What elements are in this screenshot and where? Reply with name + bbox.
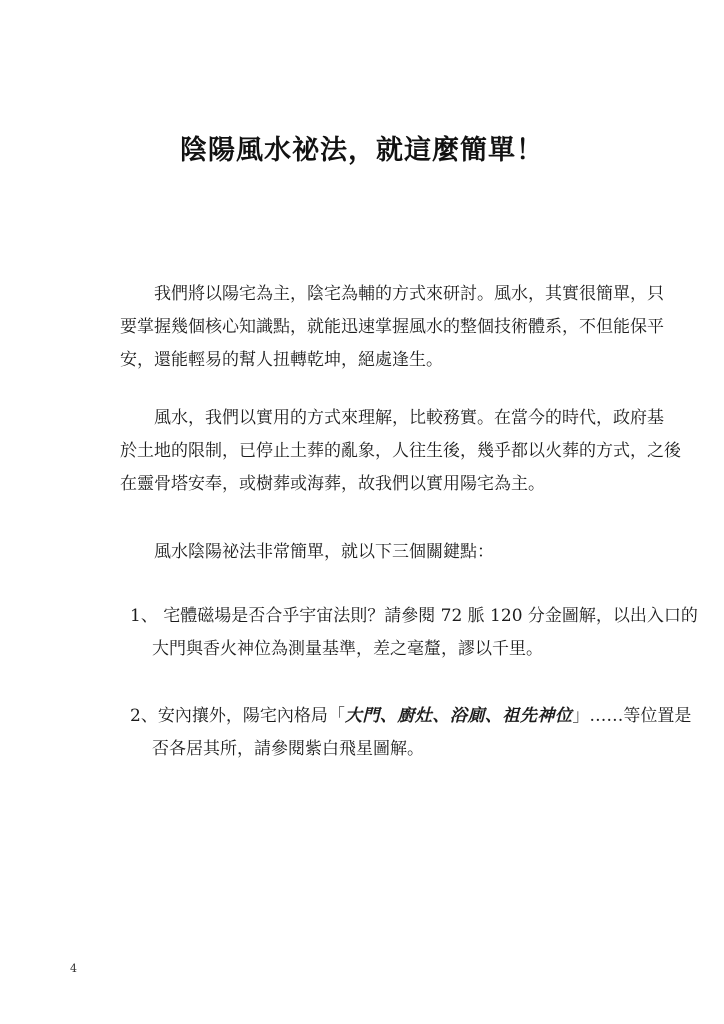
- list-item-2-line-1: [130, 706, 691, 726]
- paragraph-intro-line-3: 安，還能輕易的幫人扭轉乾坤，絕處逢生。: [120, 350, 443, 370]
- list-item-2-emphasis: 大門、廚灶、浴廁、祖先神位: [344, 706, 573, 726]
- list-item-1-line-2: 大門與香火神位為測量基準，差之毫釐，謬以千里。: [152, 639, 543, 659]
- list-item-1-line-1: 1、 宅體磁場是否合乎宇宙法則？請參閱 72 脈 120 分金圖解，以出入口的: [130, 606, 698, 626]
- list-item-1: [130, 600, 700, 666]
- list-item-2-prefix: 2、安內攘外，陽宅內格局「: [130, 706, 345, 726]
- paragraph-key-points-line-1: 風水陰陽祕法非常簡單，就以下三個關鍵點：: [154, 542, 494, 562]
- page-title: 陰陽風水祕法，就這麼簡單！: [180, 135, 544, 166]
- list-item-2-line-2: 否各居其所，請參閱紫白飛星圖解。: [152, 739, 424, 759]
- paragraph-practical: [120, 402, 700, 501]
- list-item-2: [130, 700, 700, 766]
- paragraph-intro-line-2: 要掌握幾個核心知識點，就能迅速掌握風水的整個技術體系，不但能保平: [120, 317, 664, 337]
- paragraph-intro-line-1: 我們將以陽宅為主，陰宅為輔的方式來研討。風水，其實很簡單，只: [154, 284, 664, 304]
- paragraph-key-points: [120, 536, 700, 569]
- paragraph-practical-line-3: 在靈骨塔安奉，或樹葬或海葬，故我們以實用陽宅為主。: [120, 474, 545, 494]
- paragraph-intro: [120, 278, 700, 377]
- list-item-2-suffix: 」……等位置是: [572, 706, 692, 726]
- page-number: 4: [70, 962, 77, 975]
- paragraph-practical-line-1: 風水，我們以實用的方式來理解，比較務實。在當今的時代，政府基: [154, 408, 664, 428]
- paragraph-practical-line-2: 於土地的限制，已停止土葬的亂象，人往生後，幾乎都以火葬的方式，之後: [120, 441, 681, 461]
